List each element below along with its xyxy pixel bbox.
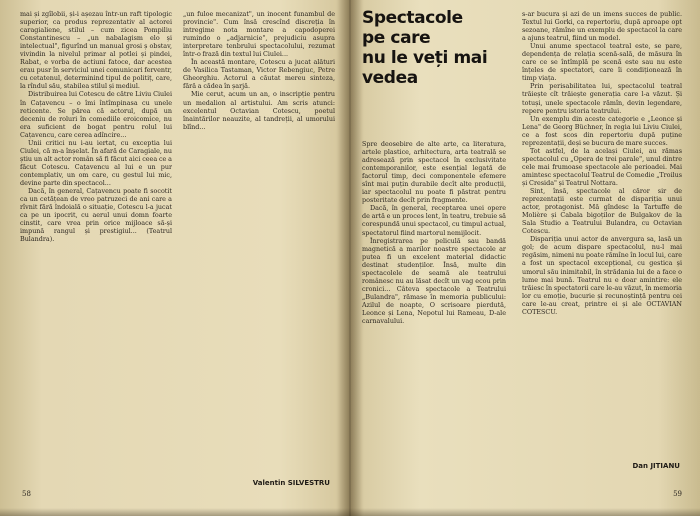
paragraph: Dacă, în general, receptarea unei opere de artă e un proces lent, în teatru, trebuie să corespundă unui spectacol, cu timpul actual, spectatorul fiind martorul nemijlocit.: [362, 204, 506, 237]
right-column-c: [362, 140, 506, 480]
article-title: [362, 8, 522, 88]
paragraph: Mie cerut, acum un an, o inscripție pentru un medalion al artistului. Am scris atunci: excelentul Octavian Cotescu, poetul înaintărilor neauzite, al tandreții, al umorului blînd...: [183, 90, 335, 131]
left-column-a: [20, 10, 172, 472]
paragraph: Unii critici nu i-au iertat, cu exceptia lui Ciulei, că m-a înșelat. În afară de Caragiale, nu știu un alt actor român să fi făcut aici ceea ce a făcut Cotescu. Cațavencu al lui e un pur contemplativ, un om care, cu gestul lui mic, devine parte din spectacol...: [20, 138, 172, 187]
paragraph: Un exemplu din aceste categorie e „Leonce și Lena" de Georg Büchner, în regia lui Liviu Ciulei, ce a fost scos din repertoriu după puține reprezentații, deși se bucura de mare succes.: [522, 114, 682, 147]
page-number: 58: [22, 490, 31, 498]
author-signature: Dan JITIANU: [632, 462, 680, 470]
paragraph: „un fuloe mecanizat", un inocent funambul de provincie". Cum însă crescînd discreția în intregime nota montare a capodoperei rumindo o „adjarnicie", prejudiciu asupra interpretare tenbrului spectacolului, rezumat într-o frază din textul lui Ciulei...: [183, 10, 335, 59]
paragraph: Distribuirea lui Cotescu de către Liviu Ciulei în Cațavencu – o îmi întîmpinasa cu unele reticente. Se părea că actorul, după un deceniu de roluri în comediile eroicomice, nu era suficient de bogat pentru rolul lui Cațavencu, care cerea adîncire...: [20, 90, 172, 139]
paragraph: Unui anume spectacol teatral este, se pare, dependența de relația scenă-sală, de măsura în care ce se întîmplă pe scenă este sau nu este înțeles de spectatori, care îi condiționează în timp viața.: [522, 42, 682, 83]
paragraph: În această montare, Cotescu a jucat alături de Vasilica Tastaman, Victor Rebengiuc, Petre Gheorghiu. Actorul a căutat mereu sinteza, fără a cădea în șarjă.: [183, 58, 335, 91]
page-bottom-edge: [0, 508, 700, 516]
page-number: 59: [673, 490, 682, 498]
paragraph: Prin perisabilitatea lui, spectacolul teatral trăiește cît trăiește generația care l-a văzut. Și totuși, unele spectacole rămîn, devin legendare, repere pentru istoria teatrului.: [522, 82, 682, 115]
right-page: [350, 0, 700, 516]
paragraph: Sint, însă, spectacole al căror sir de reprezentații este curmat de dispariția unui actor, protagonist. Mă gîndesc la Tartuffe de Molière și Cabala bigoților de Bulgakov de la Sala Studio a Teatrului Bulandra, cu Octavian Cotescu.: [522, 187, 682, 236]
paragraph: mai și zgîlobii, și-i așezau într-un raft tipologic superior, ca produs reprezentativ al actorei caragialiene, stilul – cum zicea Pompiliu Constantinescu – „un nabalagism elo și intelectual", figurînd un manual grosi ș obstav, vivindin la nivelul primar al potlei și pindei, Rabat, e vorba de actiuni fatoce, dar acestea erau pusr în serviciul unei comunicari ferventr, cu cetatenul, determinind tipul de politiț, care, la rîndul său, stabilea stilul și mediul.: [20, 10, 172, 91]
right-column-d: [522, 10, 682, 455]
title-line: pe care: [362, 28, 431, 48]
title-line: vedea: [362, 68, 418, 88]
paragraph: Dacă, în general, Cațavencu poate fi socotit ca un cetățean de vreo patruzeci de ani care a rîvnit fără îndoială o situație, Cotescu l-a jucat ca pe un ipocrit, cu aerul unui domn foarte cinstit, care vrea prin orice mijloace să-și impună rangul și prestigiul... (Teatrul Bulandra).: [20, 187, 172, 244]
title-line: Spectacole: [362, 8, 463, 28]
paragraph: Tot astfel, de la același Ciulei, au rămas spectacolul cu „Opera de trei parale", unul dintre cele mai frumoase spectacole ale perioadei. Mai amintesc spectacolul Teatrul de Comedie „Troilus și Cresida" și Teatrul Nottara.: [522, 146, 682, 187]
left-column-b: [183, 10, 335, 472]
paragraph: Înregistrarea pe peliculă sau bandă magnetică a marilor noastre spectacole ar putea fi un excelent material didactic destinat studenților. Însă, multe din spectacolele de seamă ale teatrului românesc nu au lăsat decît un vag ecou prin cronici... Câteva spectacole a Teatrului „Bulandra", rămase în memoria publicului: Azilul de noapte, O scrisoare pierdută, Leonce și Lena, Nepotul lui Rameau, D-ale carnavalului.: [362, 236, 506, 326]
paragraph: Spre deosebire de alte arte, ca literatura, artele plastice, arhitectura, arta teatrală se adresează prin spectacol în exclusivitate contemporanilor, este esențial legată de factorul timp, deci componentele efemere sînt mai puțin durabile decît alte producții, iar spectacolul nu poate fi păstrat pentru posteritate decît prin fragmente.: [362, 140, 506, 205]
paragraph: Dispariția unui actor de anvergura sa, lasă un gol; de acum dispare spectacolul, nu-l mai regăsim, nimeni nu poate rămîne în locul lui, care a fost un spectacol excepțional, cu gestica și umorul său inimitabil, în strădania lui de a face o lume mai bună. Teatrul nu e doar amintire: ele trăiesc în spectatorii care le-au văzut, în memoria lor cu emoție, bucurie și recunoștință pentru cei care le-au creat, printre ei și ale OCTAVIAN COTESCU.: [522, 235, 682, 316]
author-signature: Valentin SILVESTRU: [252, 479, 330, 487]
paragraph: s-ar bucura și azi de un imens succes de public. Textul lui Gorki, ca repertoriu, după aproape opt sezoane, rămîne un exemplu de spectacol la care a ajuns teatrul, fiind un model.: [522, 10, 682, 43]
title-line: nu le veți mai: [362, 48, 488, 68]
book-gutter: [338, 0, 362, 516]
